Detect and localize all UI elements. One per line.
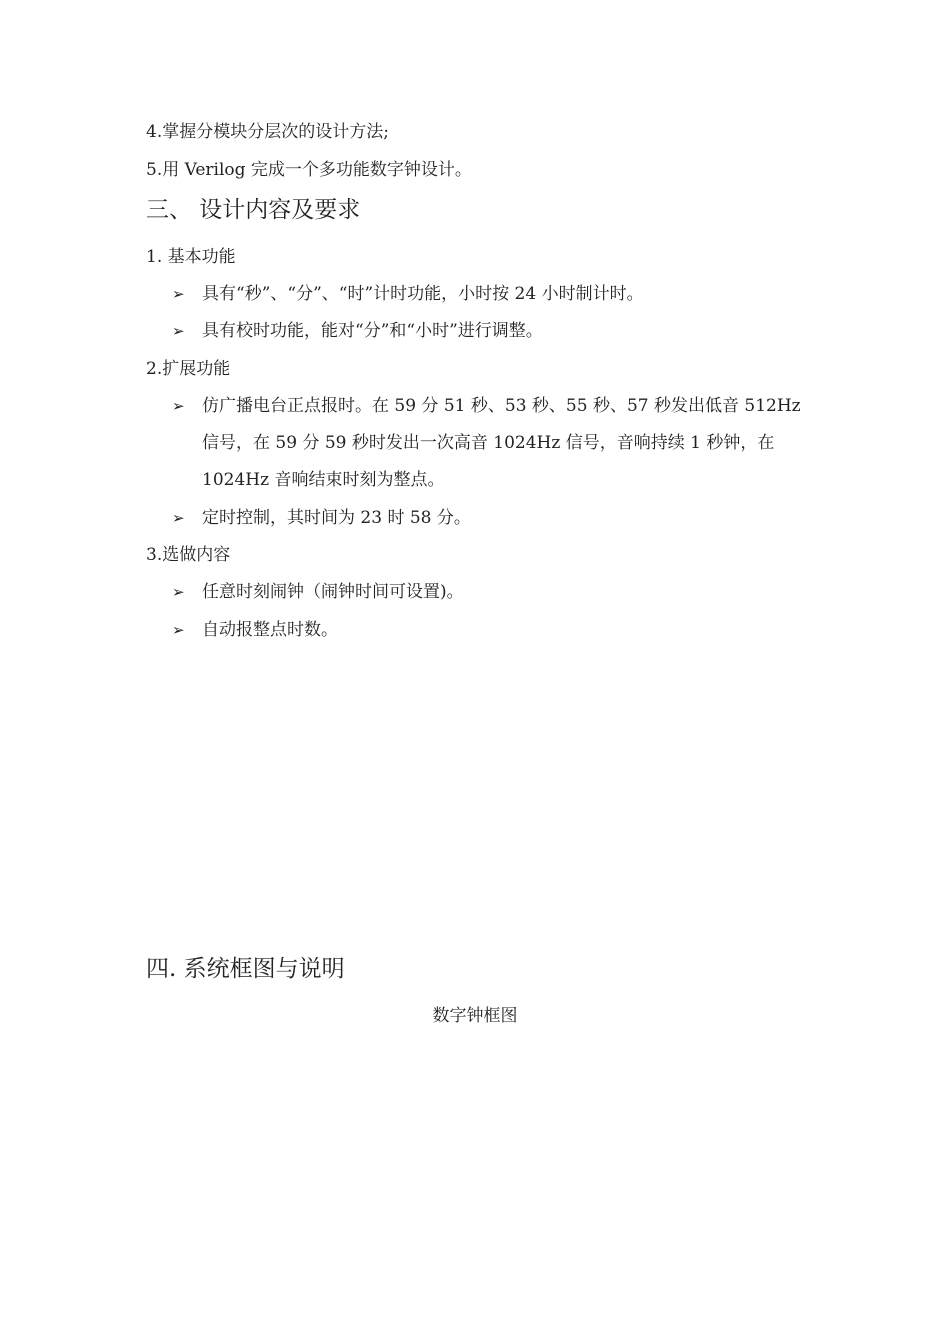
arrow-bullet-icon: ➢ <box>172 509 185 527</box>
arrow-bullet-icon: ➢ <box>172 583 185 601</box>
extended-functions-title: 2.扩展功能 <box>146 359 231 379</box>
extended-bullet-1-line-1: 仿广播电台正点报时。在 59 分 51 秒、53 秒、55 秒、57 秒发出低音 512Hz <box>202 396 801 416</box>
basic-bullet-1 <box>172 283 644 305</box>
objective-item-4: 4.掌握分模块分层次的设计方法; <box>146 122 389 142</box>
arrow-bullet-icon: ➢ <box>172 322 185 340</box>
optional-bullet-2 <box>172 619 338 641</box>
extended-bullet-2-text: 定时控制，其时间为 23 时 58 分。 <box>202 508 471 528</box>
arrow-bullet-icon: ➢ <box>172 285 185 303</box>
optional-bullet-1 <box>172 581 464 603</box>
optional-bullet-2-text: 自动报整点时数。 <box>202 620 338 640</box>
extended-bullet-2 <box>172 507 471 529</box>
extended-bullet-1-line-3: 1024Hz 音响结束时刻为整点。 <box>202 470 445 490</box>
arrow-bullet-icon: ➢ <box>172 621 185 639</box>
section-3-heading: 三、 设计内容及要求 <box>146 197 361 223</box>
extended-bullet-1-line-2: 信号，在 59 分 59 秒时发出一次高音 1024Hz 信号，音响持续 1 秒钟，在 <box>202 433 775 453</box>
objective-item-5: 5.用 Verilog 完成一个多功能数字钟设计。 <box>146 160 472 180</box>
arrow-bullet-icon: ➢ <box>172 397 185 415</box>
basic-bullet-1-text: 具有“秒”、“分”、“时”计时功能，小时按 24 小时制计时。 <box>202 284 644 304</box>
basic-bullet-2-text: 具有校时功能，能对“分”和“小时”进行调整。 <box>202 321 543 341</box>
basic-functions-title: 1. 基本功能 <box>146 247 236 267</box>
section-4-heading: 四. 系统框图与说明 <box>146 956 345 982</box>
optional-bullet-1-text: 任意时刻闹钟（闹钟时间可设置)。 <box>202 582 464 602</box>
extended-bullet-1 <box>172 395 801 417</box>
basic-bullet-2 <box>172 320 543 342</box>
figure-caption: 数字钟框图 <box>432 1006 518 1026</box>
optional-content-title: 3.选做内容 <box>146 545 231 565</box>
